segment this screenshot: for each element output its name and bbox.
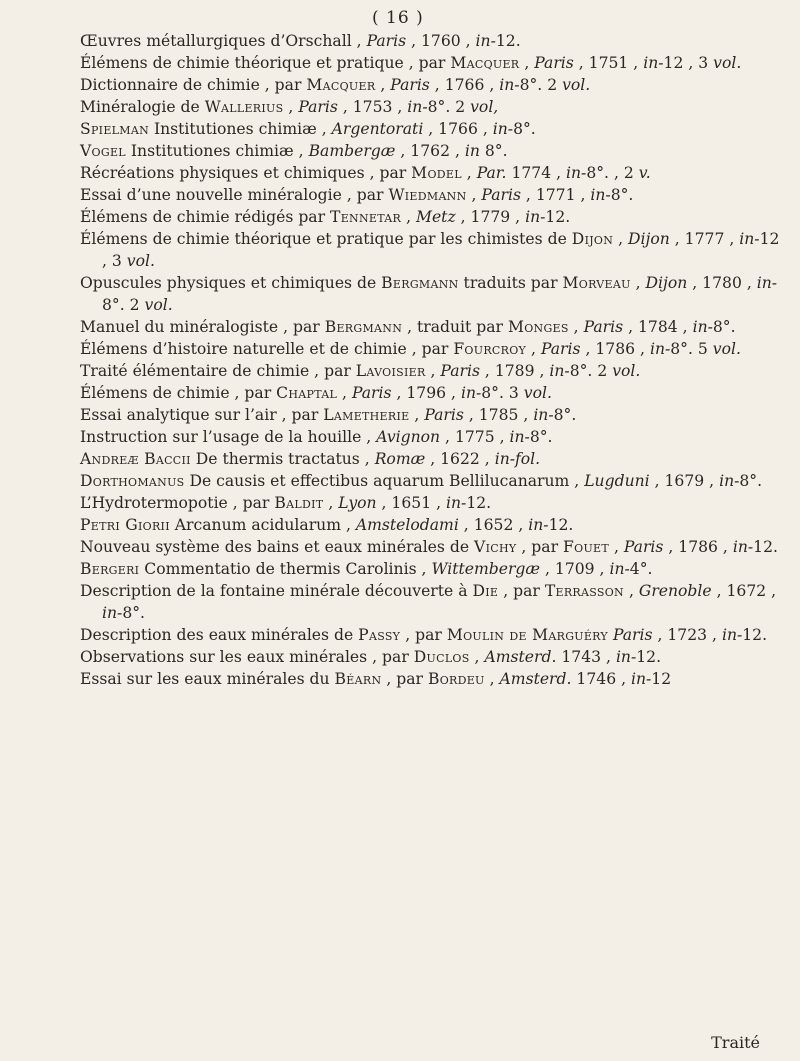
- entry-text: Instruction sur l’usage de la houille ,: [80, 428, 377, 446]
- bibliography-entry: [80, 668, 784, 690]
- entry-text: 4°.: [629, 560, 653, 578]
- italic-text: in-: [692, 318, 713, 336]
- italic-text: Paris: [583, 318, 624, 336]
- entry-text: , 1796 ,: [391, 384, 461, 402]
- author-name: Dorthomanus: [80, 472, 185, 490]
- entry-text: Traité élémentaire de chimie , par: [80, 362, 356, 380]
- italic-text: in-: [460, 384, 482, 402]
- bibliography-entry: [80, 580, 784, 624]
- entry-text: 8°.: [529, 428, 553, 446]
- entry-text: 12.: [636, 648, 662, 666]
- bibliography-entry: [80, 558, 784, 580]
- italic-text: in-: [756, 274, 778, 292]
- entry-text: , 1780 ,: [687, 274, 757, 292]
- italic-text: vol.: [562, 76, 591, 94]
- entry-text: 8°.: [610, 186, 634, 204]
- entry-text: 8°.: [739, 472, 763, 490]
- entry-text: , 1652 ,: [458, 516, 529, 534]
- entry-text: 1743 ,: [556, 648, 616, 666]
- author-name: Terrasson: [544, 582, 624, 600]
- italic-text: in-: [499, 76, 520, 94]
- author-name: Model: [411, 164, 462, 182]
- bibliography-entry: [80, 52, 784, 74]
- entry-text: De causis et effectibus aquarum Bellilucanarum ,: [184, 472, 585, 490]
- entry-text: , 1775 ,: [440, 428, 510, 446]
- italic-text: Amsterd.: [484, 648, 557, 666]
- italic-text: Paris: [298, 98, 338, 116]
- entry-text: , 1777 ,: [669, 230, 740, 248]
- author-name: Lametherie: [323, 406, 410, 424]
- bibliography-entry: [80, 624, 784, 646]
- italic-text: Paris: [481, 186, 521, 204]
- bibliography-entry: [80, 338, 784, 360]
- bibliography-entry: [80, 360, 784, 382]
- bibliography-entry: [80, 272, 784, 316]
- italic-text: Amsterd.: [499, 670, 572, 688]
- entry-text: 12.: [495, 32, 521, 50]
- author-name: Fourcroy: [453, 340, 527, 358]
- entry-text: Élémens de chimie théorique et pratique , par: [80, 54, 451, 72]
- entry-text: ,: [375, 76, 391, 94]
- entry-text: 1746 ,: [571, 670, 631, 688]
- author-name: Fouet: [563, 538, 609, 556]
- italic-text: in-: [102, 604, 123, 622]
- author-name: Petri Giorii: [80, 516, 170, 534]
- italic-text: in: [464, 142, 480, 160]
- entry-text: ,: [623, 582, 639, 600]
- entry-text: Institutiones chimiæ ,: [149, 120, 332, 138]
- author-name: Dijon: [571, 230, 614, 248]
- italic-text: in-: [649, 340, 671, 358]
- bibliography-entry: [80, 470, 784, 492]
- italic-text: Paris: [424, 406, 464, 424]
- italic-text: in-: [615, 648, 637, 666]
- entry-text: , 1622 ,: [425, 450, 495, 468]
- italic-text: Lugduni: [584, 472, 650, 490]
- entry-text: , 1786 ,: [580, 340, 650, 358]
- entry-text: , 1709 ,: [540, 560, 610, 578]
- entry-text: , par: [400, 626, 447, 644]
- entry-text: , par: [516, 538, 563, 556]
- author-name: Wallerius: [204, 98, 284, 116]
- bibliography-entry: [80, 96, 784, 118]
- entry-text: , 1789 ,: [479, 362, 550, 380]
- entry-text: 8°. 2: [102, 296, 145, 314]
- bibliography-entry: [80, 140, 784, 162]
- italic-text: in-: [492, 120, 514, 138]
- author-name: Béarn: [334, 670, 382, 688]
- bibliography-entry: [80, 206, 784, 228]
- entry-text: 8°.: [513, 120, 536, 138]
- bibliography-entry: [80, 228, 784, 272]
- entry-text: ,: [283, 98, 299, 116]
- entry-text: ,: [608, 538, 624, 556]
- entry-text: Élémens de chimie rédigés par: [80, 208, 331, 226]
- italic-text: Paris: [366, 32, 407, 50]
- author-name: Monges: [507, 318, 569, 336]
- entry-text: 8°.: [122, 604, 145, 622]
- bibliography-entry: [80, 118, 784, 140]
- italic-text: in-: [590, 186, 611, 204]
- entry-text: , 1766 ,: [423, 120, 493, 138]
- entry-text: Arcanum acidularum ,: [169, 516, 356, 534]
- entry-text: 12.: [742, 626, 768, 644]
- entry-text: Institutiones chimiæ ,: [125, 142, 309, 160]
- author-name: Vogel: [80, 142, 126, 160]
- italic-text: Dijon: [628, 230, 670, 248]
- entry-text: Dictionnaire de chimie , par: [80, 76, 307, 94]
- entry-text: ,: [519, 54, 535, 72]
- italic-text: in-: [721, 626, 743, 644]
- author-name: Die: [472, 582, 499, 600]
- entry-text: ,: [323, 494, 339, 512]
- italic-text: in-: [533, 406, 554, 424]
- author-name: Spielman: [80, 120, 149, 138]
- italic-text: in-: [643, 54, 664, 72]
- italic-text: Par.: [476, 164, 507, 182]
- entry-text: ,: [568, 318, 584, 336]
- entry-text: , 1786 ,: [663, 538, 733, 556]
- author-name: Bergeri: [80, 560, 140, 578]
- italic-text: Paris: [534, 54, 574, 72]
- entry-text: , 1723 ,: [652, 626, 722, 644]
- entry-text: Élémens de chimie théorique et pratique par les chimistes de: [80, 230, 572, 248]
- italic-text: Lyon: [338, 494, 377, 512]
- italic-text: vol.: [126, 252, 155, 270]
- italic-text: Argentorati: [331, 120, 424, 138]
- bibliography-entry: [80, 426, 784, 448]
- entry-text: 12.: [466, 494, 492, 512]
- entry-text: Essai sur les eaux minérales du: [80, 670, 335, 688]
- italic-text: v.: [638, 164, 651, 182]
- entry-text: Élémens d’histoire naturelle et de chimie , par: [80, 340, 454, 358]
- author-name: Tennetar: [330, 208, 402, 226]
- entry-text: Minéralogie de: [80, 98, 205, 116]
- entry-text: ,: [469, 648, 485, 666]
- author-name: Passy: [358, 626, 401, 644]
- entry-text: Opuscules physiques et chimiques de: [80, 274, 382, 292]
- italic-text: in-: [719, 472, 740, 490]
- italic-text: vol.: [523, 384, 552, 402]
- author-name: Duclos: [413, 648, 470, 666]
- entry-text: Description de la fontaine minérale découverte à: [80, 582, 473, 600]
- italic-text: Paris: [390, 76, 430, 94]
- italic-text: in-: [566, 164, 587, 182]
- italic-text: Paris: [351, 384, 392, 402]
- italic-text: vol.: [144, 296, 173, 314]
- entry-text: , 1784 ,: [623, 318, 693, 336]
- entry-text: , 1762 ,: [395, 142, 465, 160]
- entry-text: , 1760 ,: [406, 32, 476, 50]
- bibliography-entry: [80, 514, 784, 536]
- entry-text: Récréations physiques et chimiques , par: [80, 164, 412, 182]
- entry-text: 8°.: [553, 406, 577, 424]
- italic-text: vol,: [470, 98, 499, 116]
- entry-text: 8°. 2: [427, 98, 471, 116]
- entry-text: , 1672 ,: [711, 582, 777, 600]
- author-name: Wiedmann: [388, 186, 467, 204]
- italic-text: in-: [528, 516, 549, 534]
- entry-text: 8°. 5: [670, 340, 713, 358]
- entry-text: , par: [381, 670, 428, 688]
- italic-text: Dijon: [645, 274, 688, 292]
- author-name: Bordeu: [427, 670, 485, 688]
- entry-text: , traduit par: [402, 318, 508, 336]
- entry-text: 8°. 2: [569, 362, 613, 380]
- entry-text: Élémens de chimie , par: [80, 384, 277, 402]
- entry-text: , par: [498, 582, 545, 600]
- entry-text: 12.: [753, 538, 778, 556]
- entry-text: 8°. 3: [481, 384, 524, 402]
- entry-text: Manuel du minéralogiste , par: [80, 318, 325, 336]
- italic-text: in-: [609, 560, 630, 578]
- entry-text: Nouveau système des bains et eaux minérales de: [80, 538, 475, 556]
- entry-text: , 1753 ,: [337, 98, 408, 116]
- entry-text: 12 , 3: [663, 54, 714, 72]
- entry-text: , 1785 ,: [463, 406, 534, 424]
- italic-text: in-: [525, 208, 546, 226]
- entry-text: 1774 ,: [506, 164, 566, 182]
- entry-text: 12: [651, 670, 672, 688]
- author-name: Baldit: [274, 494, 324, 512]
- entry-text: 12 , 3: [102, 230, 780, 270]
- entry-text: ,: [461, 164, 477, 182]
- entry-text: ,: [425, 362, 441, 380]
- entry-text: Description des eaux minérales de: [80, 626, 359, 644]
- author-name: Andreæ Baccii: [80, 450, 191, 468]
- entry-text: , 1771 ,: [520, 186, 591, 204]
- italic-text: Bambergæ: [308, 142, 396, 160]
- entry-text: , 1679 ,: [649, 472, 720, 490]
- bibliography-entry: [80, 74, 784, 96]
- bibliography-entry: [80, 184, 784, 206]
- entry-text: ,: [466, 186, 482, 204]
- italic-text: Paris: [623, 538, 664, 556]
- bibliography-entry: [80, 382, 784, 404]
- author-name: Macquer: [450, 54, 520, 72]
- entry-text: 8°.: [479, 142, 508, 160]
- entry-text: , 1766 ,: [429, 76, 500, 94]
- italic-text: vol.: [712, 340, 741, 358]
- italic-text: in-: [509, 428, 530, 446]
- entry-text: , 1651 ,: [376, 494, 446, 512]
- author-name: Bergmann: [381, 274, 459, 292]
- italic-text: in-: [630, 670, 652, 688]
- entry-text: , 1779 ,: [455, 208, 526, 226]
- italic-text: Avignon: [376, 428, 441, 446]
- entry-text: Essai d’une nouvelle minéralogie , par: [80, 186, 389, 204]
- author-name: Bergmann: [324, 318, 403, 336]
- catchword: Traité: [711, 1033, 760, 1052]
- italic-text: Amstelodami: [355, 516, 459, 534]
- entry-text: De thermis tractatus ,: [190, 450, 375, 468]
- italic-text: vol.: [713, 54, 742, 72]
- entry-text: ,: [409, 406, 425, 424]
- bibliography-list: [80, 30, 784, 690]
- italic-text: Metz: [415, 208, 456, 226]
- italic-text: Paris: [440, 362, 480, 380]
- italic-text: in-: [407, 98, 428, 116]
- entry-text: ,: [526, 340, 541, 358]
- entry-text: 8°. 2: [519, 76, 563, 94]
- entry-text: Commentatio de thermis Carolinis ,: [139, 560, 432, 578]
- entry-text: traduits par: [458, 274, 563, 292]
- italic-text: in-fol.: [494, 450, 541, 468]
- page-number: ( 16 ): [372, 8, 424, 28]
- italic-text: vol.: [612, 362, 641, 380]
- entry-text: 12.: [545, 208, 571, 226]
- bibliography-entry: [80, 162, 784, 184]
- bibliography-entry: [80, 404, 784, 426]
- italic-text: in-: [475, 32, 496, 50]
- entry-text: Observations sur les eaux minérales , par: [80, 648, 414, 666]
- entry-text: 12.: [548, 516, 574, 534]
- entry-text: Essai analytique sur l’air , par: [80, 406, 324, 424]
- italic-text: Wittembergæ: [431, 560, 541, 578]
- entry-text: ,: [337, 384, 352, 402]
- entry-text: L’Hydrotermopotie , par: [80, 494, 275, 512]
- bibliography-entry: [80, 448, 784, 470]
- author-name: Chaptal: [276, 384, 338, 402]
- author-name: Morveau: [562, 274, 631, 292]
- entry-text: ,: [613, 230, 629, 248]
- author-name: Macquer: [306, 76, 376, 94]
- italic-text: in-: [549, 362, 570, 380]
- bibliography-entry: [80, 646, 784, 668]
- author-name: Vichy: [474, 538, 517, 556]
- bibliography-entry: [80, 316, 784, 338]
- author-name: Moulin de Marguéry: [446, 626, 608, 644]
- entry-text: 8°.: [712, 318, 736, 336]
- italic-text: Grenoble: [638, 582, 712, 600]
- entry-text: 8°. , 2: [586, 164, 639, 182]
- entry-text: ,: [630, 274, 646, 292]
- bibliography-entry: [80, 536, 784, 558]
- italic-text: in-: [732, 538, 754, 556]
- italic-text: Romæ: [374, 450, 426, 468]
- entry-text: Œuvres métallurgiques d’Orschall ,: [80, 32, 367, 50]
- entry-text: , 1751 ,: [573, 54, 644, 72]
- italic-text: in-: [446, 494, 467, 512]
- italic-text: Paris: [612, 626, 653, 644]
- entry-text: ,: [401, 208, 416, 226]
- bibliography-entry: [80, 492, 784, 514]
- italic-text: Paris: [540, 340, 581, 358]
- italic-text: in-: [739, 230, 760, 248]
- author-name: Lavoisier: [355, 362, 426, 380]
- entry-text: ,: [484, 670, 500, 688]
- bibliography-entry: [80, 30, 784, 52]
